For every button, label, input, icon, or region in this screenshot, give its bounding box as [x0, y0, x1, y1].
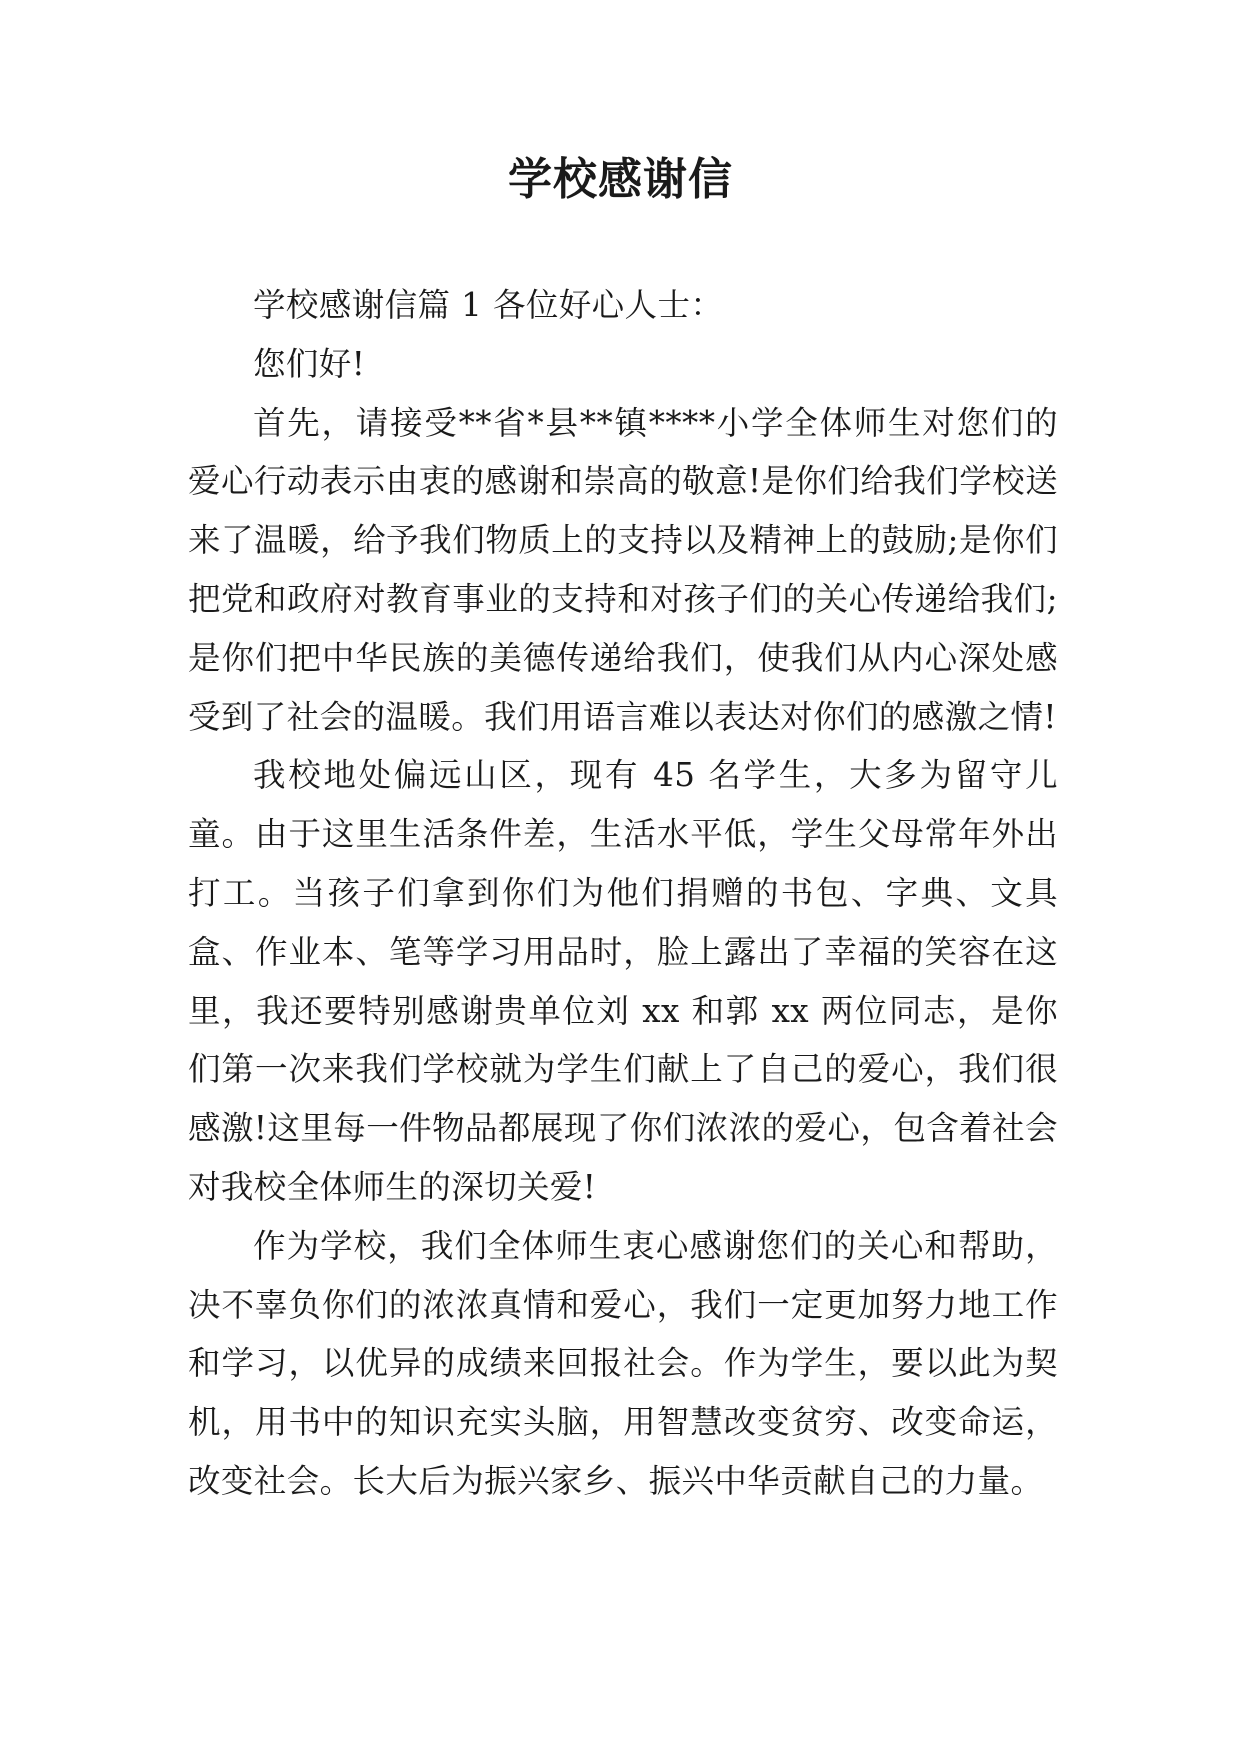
letter-body: [188, 276, 1058, 1511]
paragraph-greeting: 学校感谢信篇 1 各位好心人士：: [253, 286, 724, 324]
paragraph-school-situation: 我校地处偏远山区，现有 45 名学生，大多为留守儿童。由于这里生活条件差，生活水平低，学生父母常年外出打工。当孩子们拿到你们为他们捐赠的书包、字典、文具盒、作业本、笔等学习用品时，脸上露出了幸福的笑容在这里，我还要特别感谢贵单位刘 xx 和郭 xx 两位同志，是你们第一次来我们学校就为学生们献上了自己的爱心，我们很感激!这里每一件物品都展现了你们浓浓的爱心，包含着社会对我校全体师生的深切关爱!: [188, 756, 1058, 1206]
paragraph-commitment: 作为学校，我们全体师生衷心感谢您们的关心和帮助，决不辜负你们的浓浓真情和爱心，我们一定更加努力地工作和学习，以优异的成绩来回报社会。作为学生，要以此为契机，用书中的知识充实头脑，用智慧改变贫穷、改变命运，改变社会。长大后为振兴家乡、振兴中华贡献自己的力量。: [188, 1226, 1058, 1500]
document-title: 学校感谢信: [508, 154, 733, 205]
paragraph-salutation: 您们好!: [253, 344, 366, 383]
paragraph-thanks: 首先，请接受**省*县**镇****小学全体师生对您们的爱心行动表示由衷的感谢和崇高的敬意!是你们给我们学校送来了温暖，给予我们物质上的支持以及精神上的鼓励;是你们把党和政府对教育事业的支持和对孩子们的关心传递给我们;是你们把中华民族的美德传递给我们，使我们从内心深处感受到了社会的温暖。我们用语言难以表达对你们的感激之情!: [188, 403, 1058, 736]
